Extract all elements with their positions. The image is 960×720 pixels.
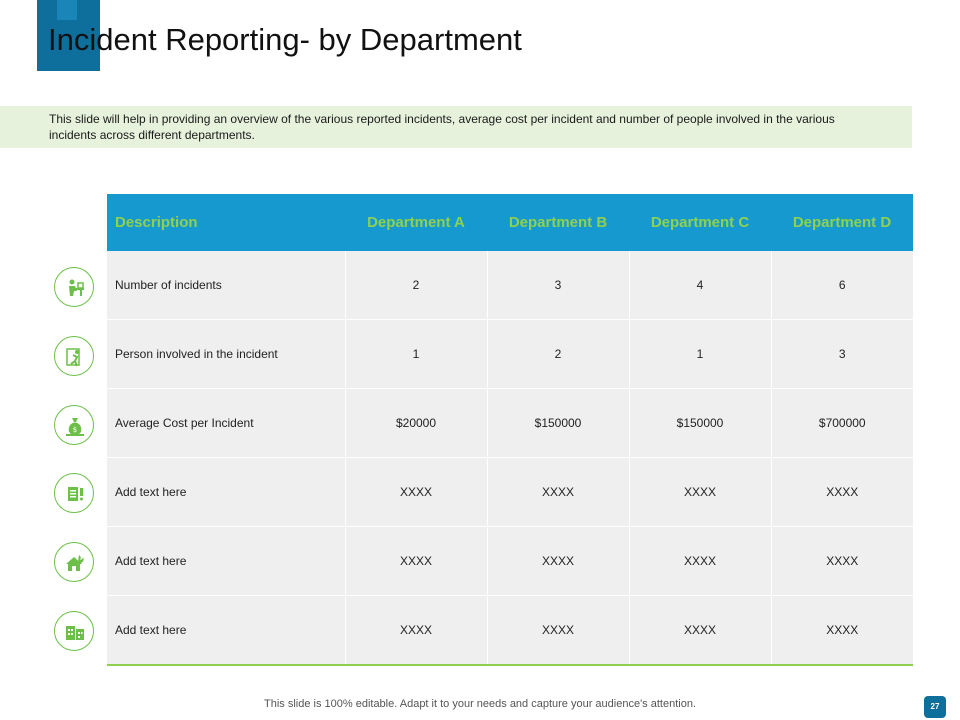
row-label: Number of incidents — [107, 251, 345, 320]
cell-department-d: XXXX — [771, 458, 913, 527]
cell-department-b: $150000 — [487, 389, 629, 458]
header-department-b: Department B — [487, 194, 629, 251]
building-icon — [54, 611, 94, 651]
cell-department-d: 6 — [771, 251, 913, 320]
person-falling-icon — [54, 336, 94, 376]
table-row — [107, 251, 913, 320]
document-icon — [54, 473, 94, 513]
office-worker-icon — [54, 267, 94, 307]
svg-text:$: $ — [72, 426, 78, 434]
table-header-row — [107, 194, 913, 251]
header-department-a: Department A — [345, 194, 487, 251]
footer-note: This slide is 100% editable. Adapt it to your needs and capture your audience's attention. — [264, 698, 696, 710]
table-row — [107, 389, 913, 458]
cell-department-d: XXXX — [771, 527, 913, 596]
cell-department-b: XXXX — [487, 458, 629, 527]
row-label: Add text here — [107, 596, 345, 666]
table-row — [107, 320, 913, 389]
cell-department-c: $150000 — [629, 389, 771, 458]
cell-department-a: XXXX — [345, 458, 487, 527]
cell-department-a: 1 — [345, 320, 487, 389]
cell-department-c: XXXX — [629, 527, 771, 596]
intro-text: This slide will help in providing an overview of the various reported incidents, average cost per incident and number of people involved in the various incidents across different departments. — [49, 112, 835, 142]
cell-department-b: XXXX — [487, 527, 629, 596]
page-number: 27 — [924, 696, 946, 718]
table-row — [107, 527, 913, 596]
cell-department-c: XXXX — [629, 596, 771, 666]
slide-title: Incident Reporting- by Department — [48, 22, 522, 57]
cell-department-c: XXXX — [629, 458, 771, 527]
table-row — [107, 458, 913, 527]
row-label: Add text here — [107, 458, 345, 527]
header-department-c: Department C — [629, 194, 771, 251]
cell-department-a: $20000 — [345, 389, 487, 458]
title-accent-inner — [57, 0, 77, 20]
row-label: Average Cost per Incident — [107, 389, 345, 458]
cell-department-d: 3 — [771, 320, 913, 389]
money-bag-icon — [54, 405, 94, 445]
cell-department-d: $700000 — [771, 389, 913, 458]
header-description: Description — [107, 194, 345, 251]
cell-department-b: XXXX — [487, 596, 629, 666]
cell-department-b: 2 — [487, 320, 629, 389]
cell-department-a: XXXX — [345, 596, 487, 666]
row-label: Person involved in the incident — [107, 320, 345, 389]
cell-department-c: 4 — [629, 251, 771, 320]
table-row — [107, 596, 913, 666]
intro-banner — [0, 106, 912, 148]
cell-department-c: 1 — [629, 320, 771, 389]
cell-department-a: 2 — [345, 251, 487, 320]
cell-department-a: XXXX — [345, 527, 487, 596]
cell-department-b: 3 — [487, 251, 629, 320]
cell-department-d: XXXX — [771, 596, 913, 666]
header-department-d: Department D — [771, 194, 913, 251]
incident-table — [107, 194, 913, 666]
house-fire-icon — [54, 542, 94, 582]
row-label: Add text here — [107, 527, 345, 596]
